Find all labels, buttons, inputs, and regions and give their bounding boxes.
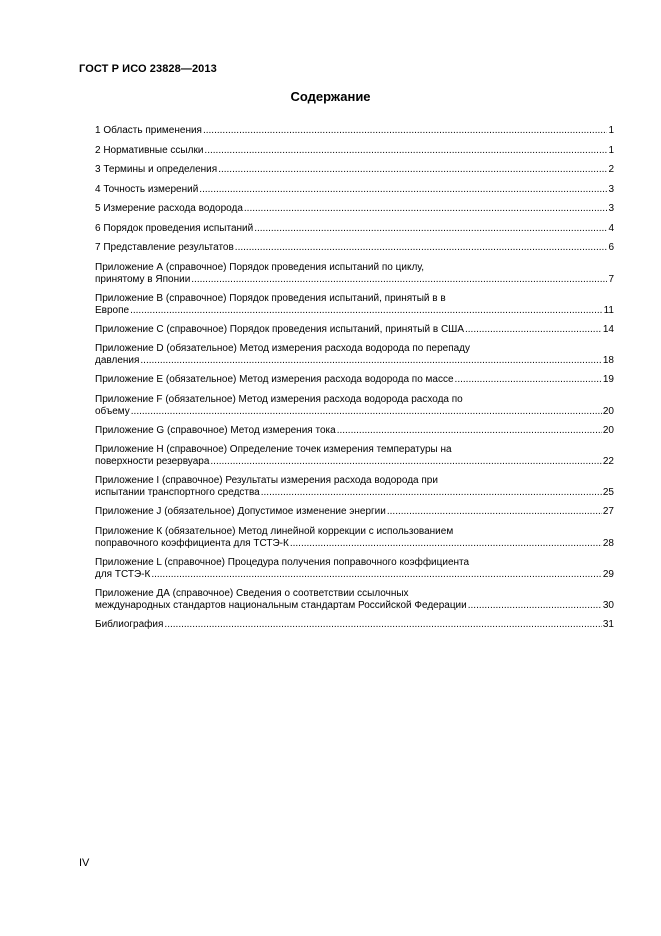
toc-entry-title: 4 Точность измерений xyxy=(95,183,199,195)
document-designation: ГОСТ Р ИСО 23828—2013 xyxy=(79,63,217,75)
toc-entry-title: объему xyxy=(95,405,130,417)
toc-entry-title: Приложение Е (обязательное) Метод измерения расхода водорода по массе xyxy=(95,374,454,385)
toc-entry[interactable] xyxy=(95,343,614,367)
toc-entry-title: поверхности резервуара xyxy=(95,456,210,467)
dot-leader xyxy=(244,203,608,215)
dot-leader xyxy=(261,487,602,499)
toc-entry[interactable] xyxy=(95,223,614,235)
toc-entry-page: 2 xyxy=(608,164,614,175)
toc-entry-title: 1 Область применения xyxy=(95,125,202,136)
toc-entry-title: Приложение С (справочное) Порядок проведения испытаний, принятый в США xyxy=(95,323,464,335)
toc-entry-title: международных стандартов национальным стандартам Российской Федерации xyxy=(95,599,467,611)
toc-entry-title-line: Приложение D (обязательное) Метод измерения расхода водорода по перепаду xyxy=(95,343,471,354)
dot-leader xyxy=(337,425,602,437)
dot-leader xyxy=(191,274,607,286)
toc-entry-title-line: Приложение К (обязательное) Метод линейной коррекции с использованием xyxy=(95,525,454,537)
dot-leader xyxy=(131,406,602,418)
toc-entry-title-line: Приложение В (справочное) Порядок проведения испытаний, принятый в в xyxy=(95,292,446,304)
toc-entry-page: 18 xyxy=(602,355,614,366)
dot-leader xyxy=(151,569,602,581)
toc-entry-line xyxy=(95,406,614,418)
toc-entry-page: 3 xyxy=(608,183,614,195)
toc-entry-page: 1 xyxy=(608,144,614,156)
dot-leader xyxy=(387,506,602,518)
toc-entry-page: 27 xyxy=(602,506,614,517)
dot-leader xyxy=(254,223,607,235)
toc-entry[interactable] xyxy=(95,394,614,418)
toc-entry-title: давления xyxy=(95,355,140,366)
toc-entry[interactable] xyxy=(95,425,614,437)
toc-entry-line xyxy=(95,355,614,367)
dot-leader xyxy=(204,145,607,157)
dot-leader xyxy=(465,324,602,336)
toc-entry-title-line: Приложение F (обязательное) Метод измерения расхода водорода расхода по xyxy=(95,393,463,405)
toc-entry-title: 6 Порядок проведения испытаний xyxy=(95,222,254,234)
toc-entry-page: 7 xyxy=(608,273,614,285)
toc-entry-line xyxy=(95,145,614,157)
toc-entry[interactable] xyxy=(95,184,614,196)
toc-entry-page: 6 xyxy=(608,242,614,253)
toc-entry-line xyxy=(95,569,614,581)
toc-entry-line xyxy=(95,223,614,235)
dot-leader xyxy=(210,456,601,468)
toc-entry-line xyxy=(95,619,614,631)
toc-entry[interactable] xyxy=(95,444,614,468)
toc-entry-page: 25 xyxy=(602,487,614,498)
toc-entry-line xyxy=(95,203,614,215)
dot-leader xyxy=(290,538,602,550)
dot-leader xyxy=(468,600,602,612)
dot-leader xyxy=(455,374,602,386)
toc-entry-page: 22 xyxy=(602,456,614,467)
toc-entry[interactable] xyxy=(95,374,614,386)
toc-entry-page: 1 xyxy=(608,125,614,136)
toc-entry-page: 14 xyxy=(602,323,614,335)
toc-entry-line xyxy=(95,425,614,437)
toc-entry-title-line: Приложение L (справочное) Процедура получения поправочного коэффициента xyxy=(95,556,470,568)
dot-leader xyxy=(203,125,607,137)
toc-entry-title: Приложение J (обязательное) Допустимое изменение энергии xyxy=(95,506,386,517)
toc-entry-page: 31 xyxy=(602,618,614,630)
toc-entry-title: 5 Измерение расхода водорода xyxy=(95,203,243,214)
page-number: IV xyxy=(79,857,90,869)
toc-entry[interactable] xyxy=(95,262,614,286)
toc-entry[interactable] xyxy=(95,619,614,631)
toc-entry[interactable] xyxy=(95,324,614,336)
toc-entry[interactable] xyxy=(95,242,614,254)
toc-entry-line xyxy=(95,506,614,518)
toc-entry-title: 7 Представление результатов xyxy=(95,242,234,253)
toc-entry-title: для ТСТЭ-К xyxy=(95,568,151,580)
toc-entry-line xyxy=(95,487,614,499)
dot-leader xyxy=(218,164,607,176)
toc-entry-line xyxy=(95,600,614,612)
toc-entry-page: 29 xyxy=(602,568,614,580)
dot-leader xyxy=(235,242,608,254)
toc-entry-title-line: Приложение ДА (справочное) Сведения о соответствии ссылочных xyxy=(95,587,409,599)
toc-entry[interactable] xyxy=(95,203,614,215)
toc-entry-line xyxy=(95,538,614,550)
toc-entry-title-line: Приложение А (справочное) Порядок проведения испытаний по циклу, xyxy=(95,261,425,273)
toc-entry-line xyxy=(95,274,614,286)
toc-entry-line xyxy=(95,125,614,137)
dot-leader xyxy=(199,184,607,196)
toc-entry-line xyxy=(95,456,614,468)
toc-entry-line xyxy=(95,374,614,386)
toc-entry-line xyxy=(95,242,614,254)
toc-entry-line xyxy=(95,305,614,317)
toc-entry-page: 20 xyxy=(602,405,614,417)
toc-entry-title: Приложение G (справочное) Метод измерения тока xyxy=(95,424,336,436)
toc-entry-page: 3 xyxy=(608,203,614,214)
toc-entry[interactable] xyxy=(95,125,614,137)
toc-entry[interactable] xyxy=(95,164,614,176)
toc-entry-page: 30 xyxy=(602,599,614,611)
toc-entry-page: 19 xyxy=(602,374,614,385)
toc-entry[interactable] xyxy=(95,475,614,499)
toc-entry-page: 20 xyxy=(602,424,614,436)
toc-entry-title: 3 Термины и определения xyxy=(95,164,218,175)
toc-entry-line xyxy=(95,184,614,196)
toc-entry-title: поправочного коэффициента для ТСТЭ-К xyxy=(95,537,289,549)
toc-entry-page: 28 xyxy=(602,537,614,549)
toc-entry[interactable] xyxy=(95,145,614,157)
toc-entry[interactable] xyxy=(95,588,614,612)
toc-entry[interactable] xyxy=(95,557,614,581)
toc-entry-page: 4 xyxy=(608,222,614,234)
toc-entry[interactable] xyxy=(95,293,614,317)
toc-entry-title: Европе xyxy=(95,304,130,316)
dot-leader xyxy=(140,355,601,367)
toc-entry[interactable] xyxy=(95,526,614,550)
toc-entry-title: принятому в Японии xyxy=(95,273,191,285)
toc-entry-title: 2 Нормативные ссылки xyxy=(95,144,204,156)
toc-entry-line xyxy=(95,324,614,336)
table-of-contents xyxy=(95,125,614,638)
dot-leader xyxy=(164,619,601,631)
toc-entry-page: 11 xyxy=(603,304,614,316)
toc-entry-title-line: Приложение I (справочное) Результаты измерения расхода водорода при xyxy=(95,475,438,486)
page-title: Содержание xyxy=(290,89,371,104)
toc-entry-title: испытании транспортного средства xyxy=(95,487,260,498)
toc-entry-title-line: Приложение Н (справочное) Определение точек измерения температуры на xyxy=(95,444,452,455)
toc-entry-line xyxy=(95,164,614,176)
dot-leader xyxy=(130,305,603,317)
toc-entry[interactable] xyxy=(95,506,614,518)
toc-entry-title: Библиография xyxy=(95,618,164,630)
